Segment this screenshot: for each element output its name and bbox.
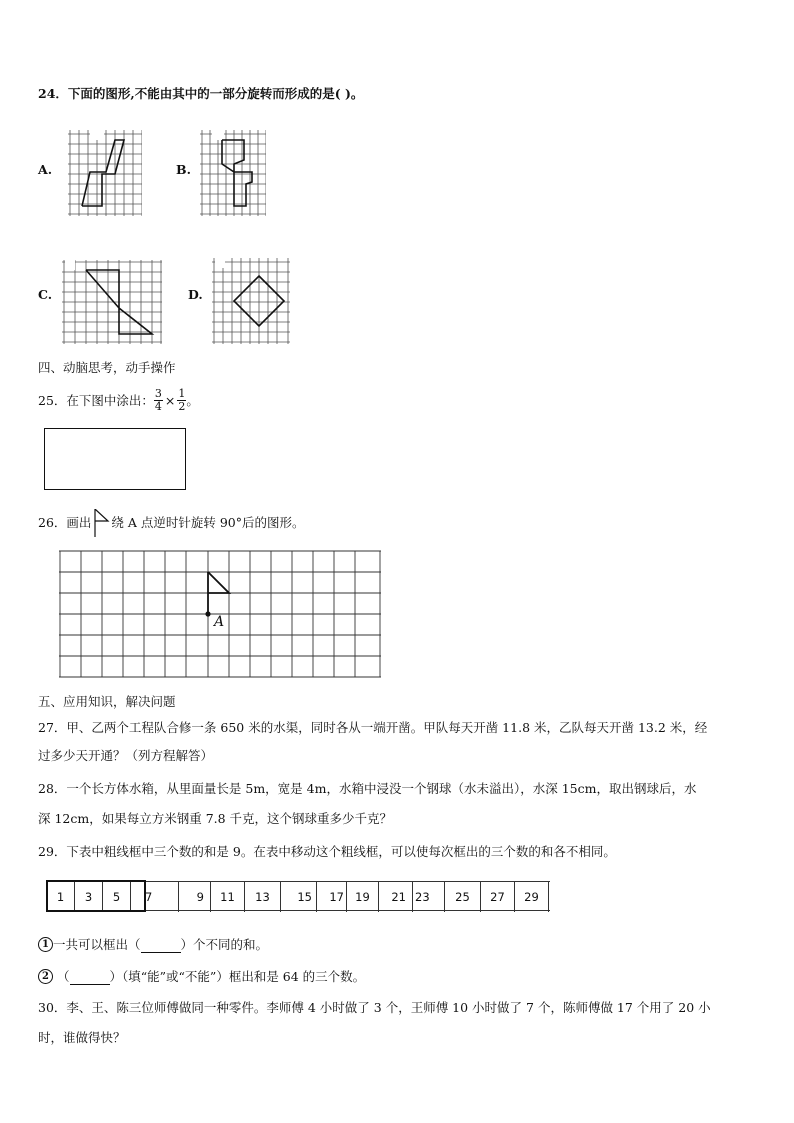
- fraction-numerator: 3: [154, 386, 162, 400]
- shading-rectangle[interactable]: [44, 428, 186, 490]
- option-b-label: B.: [176, 162, 191, 177]
- sub-1-after: ）个不同的和。: [180, 936, 269, 952]
- question-26-suffix: 绕 A 点逆时针旋转 90°后的图形。: [111, 515, 305, 530]
- question-28-line-1: 28．一个长方体水箱，从里面量长是 5m，宽是 4m，水箱中浸没一个钢球（水未溢出），水深 15cm，取出钢球后，水: [38, 781, 697, 796]
- option-b-figure: [200, 130, 266, 220]
- times-sign: ×: [164, 392, 176, 408]
- table-cell: 11: [211, 882, 245, 912]
- question-29-sub-2: [38, 967, 365, 985]
- answer-blank-1[interactable]: [141, 935, 181, 953]
- circled-number-2: 2: [38, 969, 53, 984]
- option-d-figure: [212, 258, 290, 348]
- table-cell: 1: [47, 882, 75, 912]
- table-cell: 15: [281, 882, 317, 912]
- option-a-label: A.: [38, 162, 53, 177]
- bold-selection-frame[interactable]: [46, 880, 146, 912]
- fraction-denominator: 2: [178, 399, 186, 413]
- question-29-text: 29．下表中粗线框中三个数的和是 9。在表中移动这个粗线框，可以使每次框出的三个数的和各不相同。: [38, 844, 616, 859]
- question-27-line-1: 27．甲、乙两个工程队合修一条 650 米的水渠，同时各从一端开凿。甲队每天开凿 11.8 米，乙队每天开凿 13.2 米，经: [38, 720, 708, 735]
- question-30-line-1: 30．李、王、陈三位师傅做同一种零件。李师傅 4 小时做了 3 个，王师傅 10 小时做了 7 个，陈师傅做 17 个用了 20 小: [38, 1000, 711, 1015]
- option-c-figure: [62, 260, 162, 348]
- number-table[interactable]: [46, 881, 550, 911]
- flag-shape-icon: [91, 509, 111, 537]
- sub-2-after: ）（填“能”或“不能”）框出和是 64 的三个数。: [109, 968, 366, 984]
- question-25-suffix: 。: [186, 392, 199, 408]
- fraction-numerator: 1: [178, 386, 186, 400]
- table-cell: 5: [103, 882, 131, 912]
- section-4-heading: 四、动脑思考，动手操作: [38, 360, 176, 375]
- option-c-label: C.: [38, 287, 53, 302]
- table-cell: 17: [317, 882, 347, 912]
- table-cell: 23: [413, 882, 445, 912]
- question-29-sub-1: [38, 935, 268, 953]
- section-5-heading: 五、应用知识，解决问题: [38, 694, 176, 709]
- question-27-line-2: 过多少天开通？（列方程解答）: [38, 748, 214, 763]
- table-cell: 29: [515, 882, 549, 912]
- table-cell: 7: [131, 882, 179, 912]
- sub-1-before: 一共可以框出（: [53, 936, 141, 952]
- question-26-prefix: 26．画出: [38, 515, 92, 530]
- question-25-prefix: 25．在下图中涂出：: [38, 392, 154, 408]
- option-a-figure: [68, 130, 142, 220]
- question-26: [38, 514, 305, 531]
- question-24-text: 24．下面的图形,不能由其中的一部分旋转而形成的是( )。: [38, 86, 364, 101]
- table-cell: 19: [347, 882, 379, 912]
- option-d-label: D.: [188, 287, 203, 302]
- fraction-one-half: [177, 388, 186, 413]
- table-cell: 3: [75, 882, 103, 912]
- question-30-line-2: 时，谁做得快？: [38, 1030, 126, 1045]
- fraction-three-quarters: [154, 388, 163, 413]
- sub-2-before: （: [57, 968, 70, 984]
- table-cell: 27: [481, 882, 515, 912]
- table-cell: 9: [179, 882, 211, 912]
- question-25: [38, 383, 199, 417]
- circled-number-1: 1: [38, 937, 53, 952]
- question-28-line-2: 深 12cm，如果每立方米钢重 7.8 千克，这个钢球重多少千克？: [38, 811, 393, 826]
- answer-blank-2[interactable]: [70, 967, 110, 985]
- table-cell: 25: [445, 882, 481, 912]
- rotation-grid[interactable]: [59, 550, 383, 684]
- point-a-label: A: [214, 614, 225, 630]
- table-cell: 21: [379, 882, 413, 912]
- fraction-denominator: 4: [154, 399, 162, 413]
- table-cell: 13: [245, 882, 281, 912]
